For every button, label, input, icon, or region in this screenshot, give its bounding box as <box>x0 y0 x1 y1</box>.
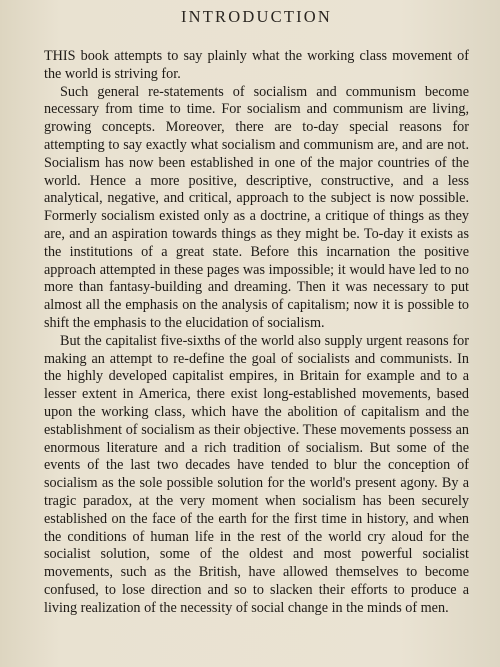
paragraph-1: THIS book attempts to say plainly what the working class movement of the world is striving for. <box>44 48 469 82</box>
chapter-heading: INTRODUCTION <box>180 7 333 26</box>
paragraph-3: But the capitalist five-sixths of the world also supply urgent reasons for making an attempt to re-define the goal of socialists and communists. In the highly developed capitalist empires, in Britain for example and to a lesser extent in America, there exist long-established movements, based upon the working class, which have the abolition of capitalism and the establishment of socialism as their objective. These movements possess an enormous literature and a rich tradition of socialism. But some of the events of the last two decades have tended to blur the conception of socialism as the sole possible solution for the world's present agony. By a tragic paradox, at the very moment when socialism has been securely established on the face of the earth for the first time in history, and when the conditions of human life in the rest of the world cry aloud for the socialist solution, some of the oldest and most powerful socialist movements, such as the British, have allowed themselves to become confused, to lose direction and so to slacken their efforts to produce a living realization of the necessity of social change in the minds of men. <box>44 332 469 616</box>
body-text <box>44 48 469 618</box>
paragraph-2: Such general re-statements of socialism and communism become necessary from time to time. For socialism and communism are living, growing concepts. Moreover, there are to-day special reasons for attempting to say exactly what socialism and communism are, and are not. Socialism has now been established in one of the major countries of the world. Hence a more positive, descriptive, constructive, and a less analytical, negative, and critical, approach to the subject is now possible. Formerly socialism existed only as a doctrine, a critique of things as they are, and an aspiration towards things as they might be. To-day it exists as the institutions of a great state. Before this incarnation the positive approach attempted in these pages was impossible; it would have led to no more than fantasy-building and dreaming. Then it was necessary to put almost all the emphasis on the analysis of capitalism; now it is possible to shift the emphasis to the elucidation of socialism. <box>44 83 469 331</box>
